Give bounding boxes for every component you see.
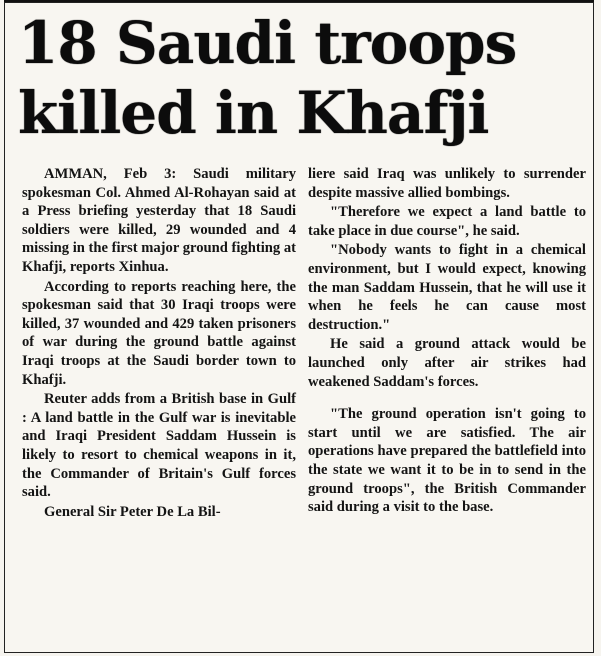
paragraph-4-cont: liere said Iraq was unlikely to surrender despite massive allied bombings. <box>308 166 586 201</box>
paragraph-2: According to reports reaching here, the spokesman said that 30 Iraqi troops were killed, 37 wounded and 429 taken prisoners of war during the ground battle against Iraqi troops at the Saudi border town to Khafji. <box>22 278 296 388</box>
paragraph-1-text: Saudi military spokesman Col. Ahmed Al-Rohayan said at a Press briefing yesterday that 18 Saudi soldiers were killed, 29 wounded and 4 missing in the first major ground fighting at Khafji, reports Xinhua. <box>22 166 296 275</box>
headline-line-1: 18 Saudi troops <box>18 9 517 77</box>
paragraph-7: He said a ground attack would be launched only after air strikes had weakened Saddam's forces. <box>308 336 586 390</box>
headline-line-2: killed in Khafji <box>18 79 489 147</box>
dateline: AMMAN, Feb 3: <box>44 166 177 182</box>
headline <box>18 8 588 148</box>
paragraph-8: "The ground operation isn't going to start until we are satisfied. The air operations have prepared the battlefield into the state we want it to be in to send in the ground troops", the British Commander said during a visit to the base. <box>308 406 586 516</box>
paragraph-3: Reuter adds from a British base in Gulf : A land battle in the Gulf war is inevitable and Iraqi President Saddam Hussein is likely to resort to chemical weapons in it, the Commander of Britain's Gulf forces said. <box>22 391 296 501</box>
paragraph-6: "Nobody wants to fight in a chemical environment, but I would expect, knowing the man Saddam Hussein, that he will use it when he feels he can cause most destruction." <box>308 242 586 333</box>
paragraph-5: "Therefore we expect a land battle to take place in due course", he said. <box>308 204 586 239</box>
paragraph-1 <box>22 165 296 277</box>
right-column <box>308 165 586 518</box>
left-column <box>22 165 296 522</box>
paragraph-4-start: General Sir Peter De La Bil- <box>44 503 221 520</box>
